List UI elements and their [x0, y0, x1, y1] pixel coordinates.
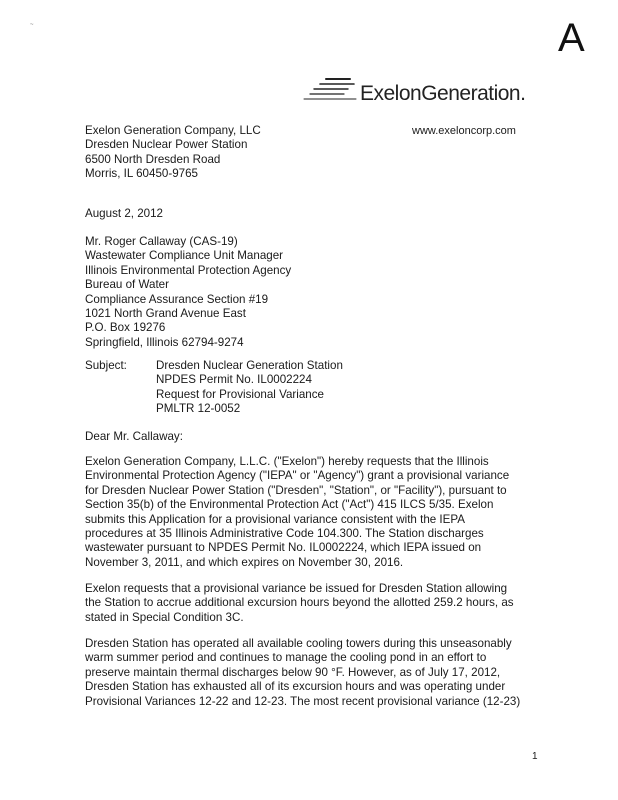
recipient-line: 1021 North Grand Avenue East	[85, 307, 246, 321]
recipient-line: P.O. Box 19276	[85, 321, 166, 335]
subject-line: Request for Provisional Variance	[156, 387, 324, 401]
sender-address	[85, 124, 261, 182]
subject-line: PMLTR 12-0052	[156, 402, 241, 416]
company-logo	[300, 76, 525, 104]
paragraph-line: preserve maintain thermal discharges below 90 °F. However, as of July 17, 2012,	[85, 665, 501, 679]
sender-line: Morris, IL 60450-9765	[85, 167, 198, 181]
logo-wordmark: ExelonGeneration.	[360, 82, 526, 105]
subject-line: Dresden Nuclear Generation Station	[156, 359, 343, 372]
paragraph-line: Section 35(b) of the Environmental Protection Act ("Act") 415 ILCS 5/35. Exelon	[85, 498, 494, 512]
sender-line: 6500 North Dresden Road	[85, 152, 221, 166]
paragraph-line: Dresden Station has exhausted all of its excursion hours and was operating under	[85, 680, 506, 694]
subject-lines	[156, 359, 343, 417]
website-link[interactable]: www.exeloncorp.com	[412, 125, 516, 137]
sender-line: Exelon Generation Company, LLC	[85, 124, 261, 137]
sender-line: Dresden Nuclear Power Station	[85, 138, 248, 152]
recipient-address	[85, 235, 291, 350]
paragraph-line: November 3, 2011, and which expires on November 30, 2016.	[85, 555, 404, 569]
paragraph-line: wastewater pursuant to NPDES Permit No. IL0002224, which IEPA issued on	[85, 541, 482, 555]
letter-date: August 2, 2012	[85, 207, 163, 220]
paragraph-line: for Dresden Nuclear Power Station ("Dresden", "Station", or "Facility"), pursuant to	[85, 483, 507, 497]
exhibit-label: A	[558, 16, 585, 60]
corner-mark: ~	[30, 22, 34, 28]
paragraph-line: Dresden Station has operated all available cooling towers during this unseasonably	[85, 637, 512, 650]
body-paragraph-3	[85, 637, 540, 709]
paragraph-line: Exelon requests that a provisional variance be issued for Dresden Station allowing	[85, 582, 508, 595]
body-paragraph-2	[85, 582, 540, 625]
recipient-line: Mr. Roger Callaway (CAS-19)	[85, 235, 238, 248]
paragraph-line: submits this Application for a provisional variance consistent with the IEPA	[85, 512, 465, 526]
paragraph-line: procedures at 35 Illinois Administrative Code 104.300. The Station discharges	[85, 527, 484, 541]
paragraph-line: Environmental Protection Agency ("IEPA" or "Agency") grant a provisional variance	[85, 469, 510, 483]
paragraph-line: stated in Special Condition 3C.	[85, 610, 244, 624]
paragraph-line: the Station to accrue additional excursion hours beyond the allotted 259.2 hours, as	[85, 596, 514, 610]
subject-line: NPDES Permit No. IL0002224	[156, 373, 312, 387]
recipient-line: Illinois Environmental Protection Agency	[85, 263, 292, 277]
salutation: Dear Mr. Callaway:	[85, 430, 183, 443]
body-paragraph-1	[85, 455, 540, 570]
recipient-line: Compliance Assurance Section #19	[85, 292, 269, 306]
recipient-line: Wastewater Compliance Unit Manager	[85, 249, 284, 263]
paragraph-line: warm summer period and continues to manage the cooling pond in an effort to	[85, 651, 487, 665]
exelon-logo-icon	[300, 76, 358, 104]
paragraph-line: Exelon Generation Company, L.L.C. ("Exelon") hereby requests that the Illinois	[85, 455, 489, 468]
subject-label: Subject:	[85, 359, 127, 372]
paragraph-line: Provisional Variances 12-22 and 12-23. The most recent provisional variance (12-23)	[85, 694, 521, 708]
page-number: 1	[532, 751, 538, 762]
recipient-line: Bureau of Water	[85, 278, 169, 292]
recipient-line: Springfield, Illinois 62794-9274	[85, 335, 244, 349]
